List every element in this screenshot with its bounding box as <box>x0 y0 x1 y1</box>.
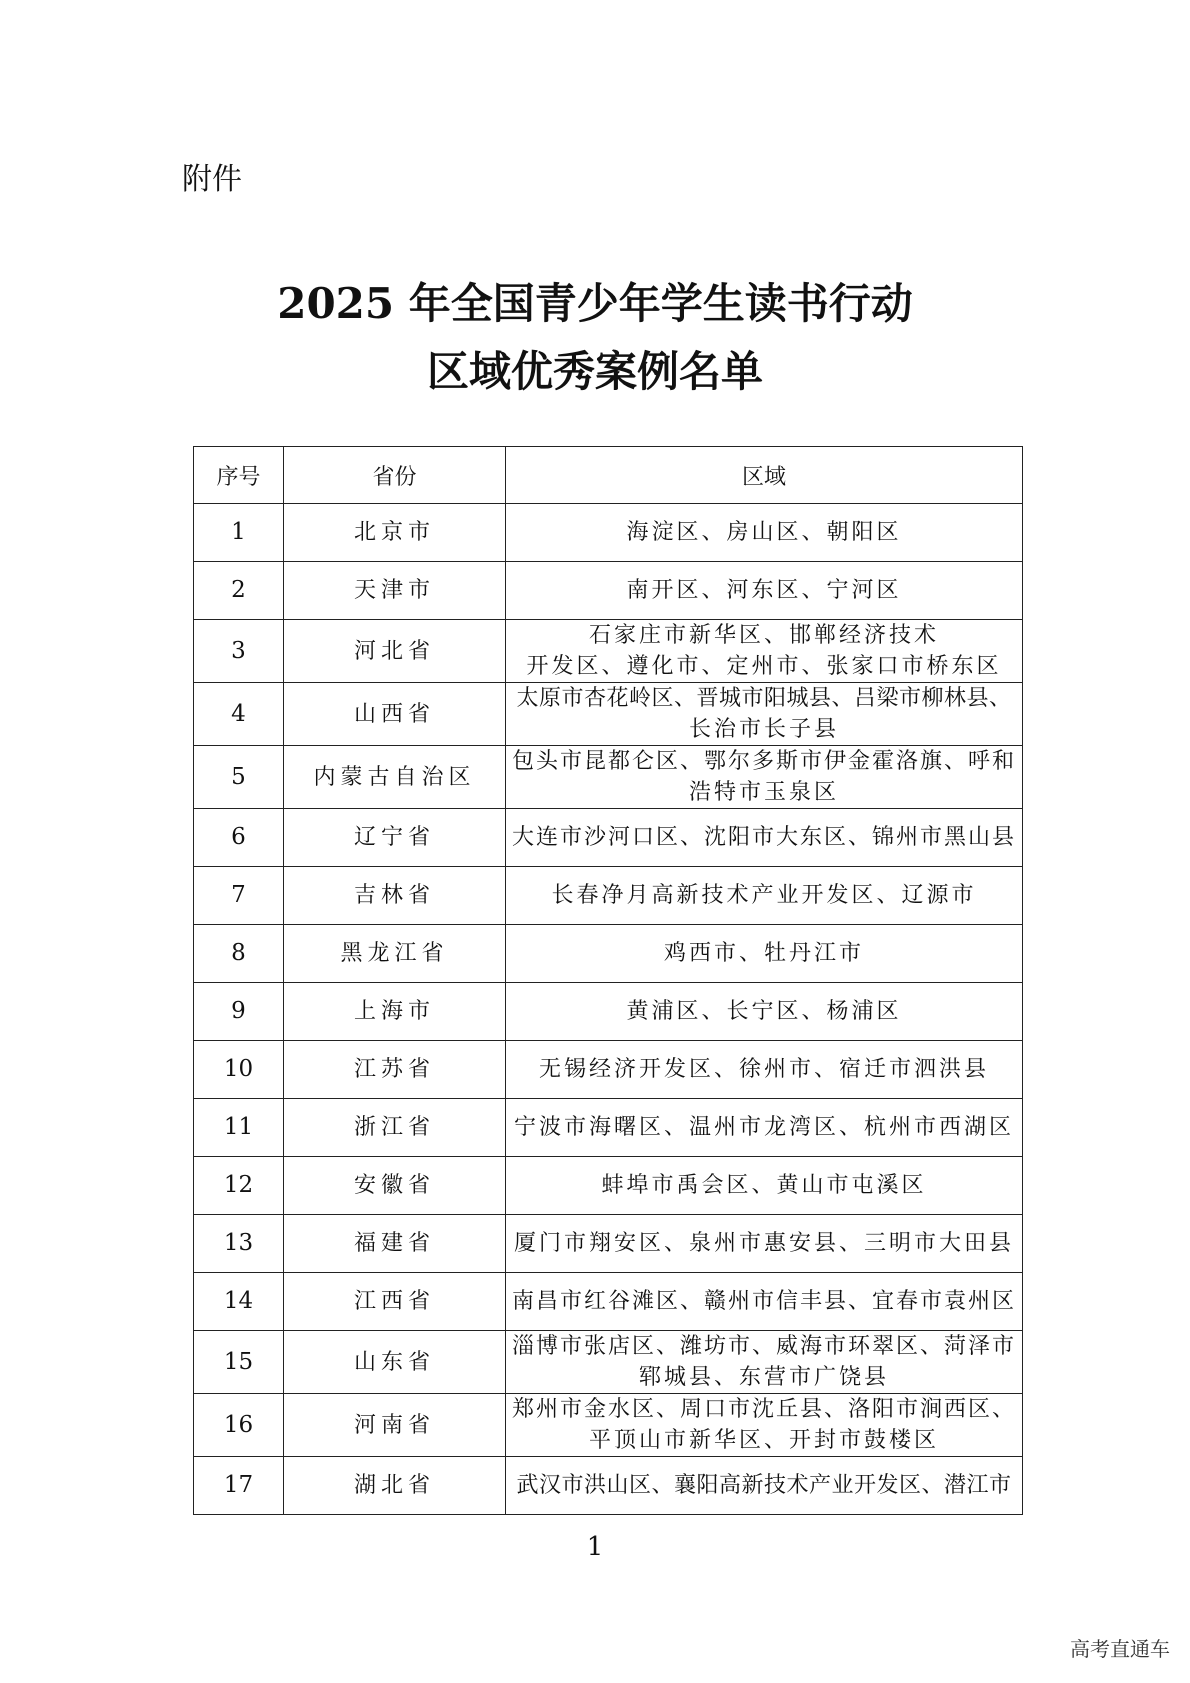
watermark: 高考直通车 <box>1070 1637 1170 1661</box>
table-header-row <box>194 447 1023 504</box>
table-row <box>194 1215 1023 1273</box>
row-seq: 11 <box>194 1099 284 1157</box>
table-row <box>194 1457 1023 1515</box>
row-seq: 2 <box>194 562 284 620</box>
row-province: 山西省 <box>284 683 506 746</box>
region-line: 大连市沙河口区、沈阳市大东区、锦州市黑山县 <box>512 825 1017 850</box>
table-body <box>194 504 1023 1515</box>
region-line: 淄博市张店区、潍坊市、威海市环翠区、菏泽市 <box>512 1334 1017 1359</box>
document-title <box>0 270 1190 406</box>
header-province: 省份 <box>284 447 506 504</box>
region-line: 平顶山市新华区、开封市鼓楼区 <box>588 1428 939 1453</box>
row-seq: 16 <box>194 1394 284 1457</box>
row-province: 河北省 <box>284 620 506 683</box>
region-line: 郓城县、东营市广饶县 <box>638 1365 889 1390</box>
table-row <box>194 983 1023 1041</box>
row-province: 山东省 <box>284 1331 506 1394</box>
table-row <box>194 1331 1023 1394</box>
region-line: 无锡经济开发区、徐州市、宿迁市泗洪县 <box>538 1057 989 1082</box>
region-line: 海淀区、房山区、朝阳区 <box>626 520 902 545</box>
row-region <box>506 983 1023 1041</box>
region-line: 黄浦区、长宁区、杨浦区 <box>626 999 902 1024</box>
row-region <box>506 1099 1023 1157</box>
region-line: 鸡西市、牡丹江市 <box>663 941 864 966</box>
row-seq: 13 <box>194 1215 284 1273</box>
page-number: 1 <box>586 1532 604 1562</box>
row-seq: 15 <box>194 1331 284 1394</box>
row-seq: 10 <box>194 1041 284 1099</box>
table-row <box>194 1273 1023 1331</box>
row-province: 上海市 <box>284 983 506 1041</box>
row-seq: 14 <box>194 1273 284 1331</box>
row-province: 吉林省 <box>284 867 506 925</box>
region-line: 厦门市翔安区、泉州市惠安县、三明市大田县 <box>513 1231 1014 1256</box>
table-row <box>194 925 1023 983</box>
region-line: 蚌埠市禹会区、黄山市屯溪区 <box>601 1173 927 1198</box>
table-row <box>194 620 1023 683</box>
row-province: 天津市 <box>284 562 506 620</box>
region-line: 浩特市玉泉区 <box>688 780 839 805</box>
region-line: 郑州市金水区、周口市沈丘县、洛阳市涧西区、 <box>512 1397 1017 1422</box>
row-province: 江西省 <box>284 1273 506 1331</box>
table-row <box>194 809 1023 867</box>
row-region <box>506 1394 1023 1457</box>
title-line-2: 区域优秀案例名单 <box>426 347 763 396</box>
row-region <box>506 746 1023 809</box>
region-line: 武汉市洪山区、襄阳高新技术产业开发区、潜江市 <box>516 1473 1012 1498</box>
row-province: 河南省 <box>284 1394 506 1457</box>
row-province: 北京市 <box>284 504 506 562</box>
row-seq: 7 <box>194 867 284 925</box>
region-line: 宁波市海曙区、温州市龙湾区、杭州市西湖区 <box>513 1115 1014 1140</box>
row-seq: 1 <box>194 504 284 562</box>
region-line: 包头市昆都仑区、鄂尔多斯市伊金霍洛旗、呼和 <box>512 749 1017 774</box>
row-region <box>506 683 1023 746</box>
row-province: 黑龙江省 <box>284 925 506 983</box>
region-line: 长春净月高新技术产业开发区、辽源市 <box>551 883 977 908</box>
row-region <box>506 1457 1023 1515</box>
table-row <box>194 1099 1023 1157</box>
row-region <box>506 809 1023 867</box>
row-seq: 9 <box>194 983 284 1041</box>
table-row <box>194 504 1023 562</box>
row-province: 湖北省 <box>284 1457 506 1515</box>
row-seq: 3 <box>194 620 284 683</box>
row-seq: 12 <box>194 1157 284 1215</box>
row-region <box>506 620 1023 683</box>
region-line: 太原市杏花岭区、晋城市阳城县、吕梁市柳林县、 <box>516 686 1012 711</box>
row-seq: 6 <box>194 809 284 867</box>
header-region: 区域 <box>506 447 1023 504</box>
table-row <box>194 1041 1023 1099</box>
row-province: 浙江省 <box>284 1099 506 1157</box>
row-province: 福建省 <box>284 1215 506 1273</box>
table-row <box>194 1394 1023 1457</box>
table-row <box>194 683 1023 746</box>
row-province: 内蒙古自治区 <box>284 746 506 809</box>
row-seq: 8 <box>194 925 284 983</box>
row-province: 江苏省 <box>284 1041 506 1099</box>
region-line: 南昌市红谷滩区、赣州市信丰县、宜春市袁州区 <box>512 1289 1017 1314</box>
table-row <box>194 867 1023 925</box>
region-line: 长治市长子县 <box>688 717 839 742</box>
row-region <box>506 1041 1023 1099</box>
row-region <box>506 562 1023 620</box>
row-seq: 5 <box>194 746 284 809</box>
region-line: 开发区、遵化市、定州市、张家口市桥东区 <box>526 654 1002 679</box>
row-region <box>506 1331 1023 1394</box>
row-region <box>506 1273 1023 1331</box>
attachment-label: 附件 <box>182 162 242 197</box>
row-region <box>506 1157 1023 1215</box>
region-line: 石家庄市新华区、邯郸经济技术 <box>588 623 939 648</box>
title-line-1: 2025 年全国青少年学生读书行动 <box>277 279 913 328</box>
table-row <box>194 1157 1023 1215</box>
row-province: 辽宁省 <box>284 809 506 867</box>
case-list-table <box>193 446 1023 1515</box>
table-row <box>194 562 1023 620</box>
row-region <box>506 1215 1023 1273</box>
row-region <box>506 867 1023 925</box>
table-row <box>194 746 1023 809</box>
region-line: 南开区、河东区、宁河区 <box>626 578 902 603</box>
row-province: 安徽省 <box>284 1157 506 1215</box>
row-seq: 4 <box>194 683 284 746</box>
header-seq: 序号 <box>194 447 284 504</box>
row-seq: 17 <box>194 1457 284 1515</box>
row-region <box>506 504 1023 562</box>
row-region <box>506 925 1023 983</box>
